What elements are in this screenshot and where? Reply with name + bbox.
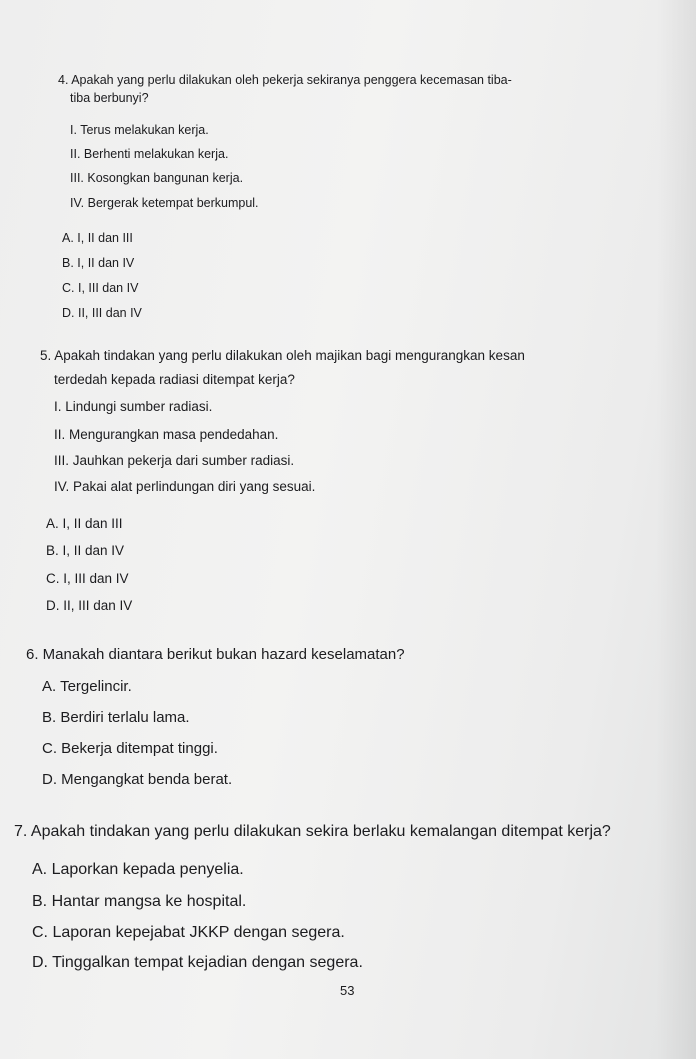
question-5-statement-3: III. Jauhkan pekerja dari sumber radiasi. <box>54 453 295 468</box>
question-5-option-d: D. II, III dan IV <box>46 598 133 613</box>
question-4-statement-3: III. Kosongkan bangunan kerja. <box>70 171 244 185</box>
question-4-option-b: B. I, II dan IV <box>62 256 135 270</box>
question-5-option-b: B. I, II dan IV <box>46 543 125 558</box>
question-5-stem-line-1: 5. Apakah tindakan yang perlu dilakukan oleh majikan bagi mengurangkan kesan <box>40 348 525 363</box>
question-6-option-c: C. Bekerja ditempat tinggi. <box>42 740 218 757</box>
question-6-option-d: D. Mengangkat benda berat. <box>42 771 233 788</box>
question-7-stem: 7. Apakah tindakan yang perlu dilakukan sekira berlaku kemalangan ditempat kerja? <box>14 823 611 840</box>
question-4-statement-2: II. Berhenti melakukan kerja. <box>70 147 229 161</box>
question-7-option-a: A. Laporkan kepada penyelia. <box>32 861 244 878</box>
question-4-option-d: D. II, III dan IV <box>62 306 142 320</box>
question-5-option-a: A. I, II dan III <box>46 516 123 531</box>
question-7-option-d: D. Tinggalkan tempat kejadian dengan segera. <box>32 954 363 971</box>
question-7-option-c: C. Laporan kepejabat JKKP dengan segera. <box>32 924 345 941</box>
question-6-option-a: A. Tergelincir. <box>42 678 132 695</box>
question-5-statement-1: I. Lindungi sumber radiasi. <box>54 399 213 414</box>
question-4-stem-line-2: tiba berbunyi? <box>70 91 149 105</box>
question-5-statement-2: II. Mengurangkan masa pendedahan. <box>54 427 279 442</box>
question-4-statement-4: IV. Bergerak ketempat berkumpul. <box>70 196 259 210</box>
question-6-stem: 6. Manakah diantara berikut bukan hazard keselamatan? <box>26 646 405 663</box>
question-6-option-b: B. Berdiri terlalu lama. <box>42 709 190 726</box>
question-4-option-c: C. I, III dan IV <box>62 281 139 295</box>
page-number: 53 <box>340 983 355 998</box>
page-edge-shadow <box>656 0 696 1059</box>
question-4-stem-line-1: 4. Apakah yang perlu dilakukan oleh pekerja sekiranya penggera kecemasan tiba- <box>58 73 512 87</box>
question-5-stem-line-2: terdedah kepada radiasi ditempat kerja? <box>54 372 295 387</box>
question-4-option-a: A. I, II dan III <box>62 231 133 245</box>
question-5-option-c: C. I, III dan IV <box>46 571 129 586</box>
question-7-option-b: B. Hantar mangsa ke hospital. <box>32 893 247 910</box>
question-4-statement-1: I. Terus melakukan kerja. <box>70 123 209 137</box>
question-5-statement-4: IV. Pakai alat perlindungan diri yang sesuai. <box>54 479 316 494</box>
